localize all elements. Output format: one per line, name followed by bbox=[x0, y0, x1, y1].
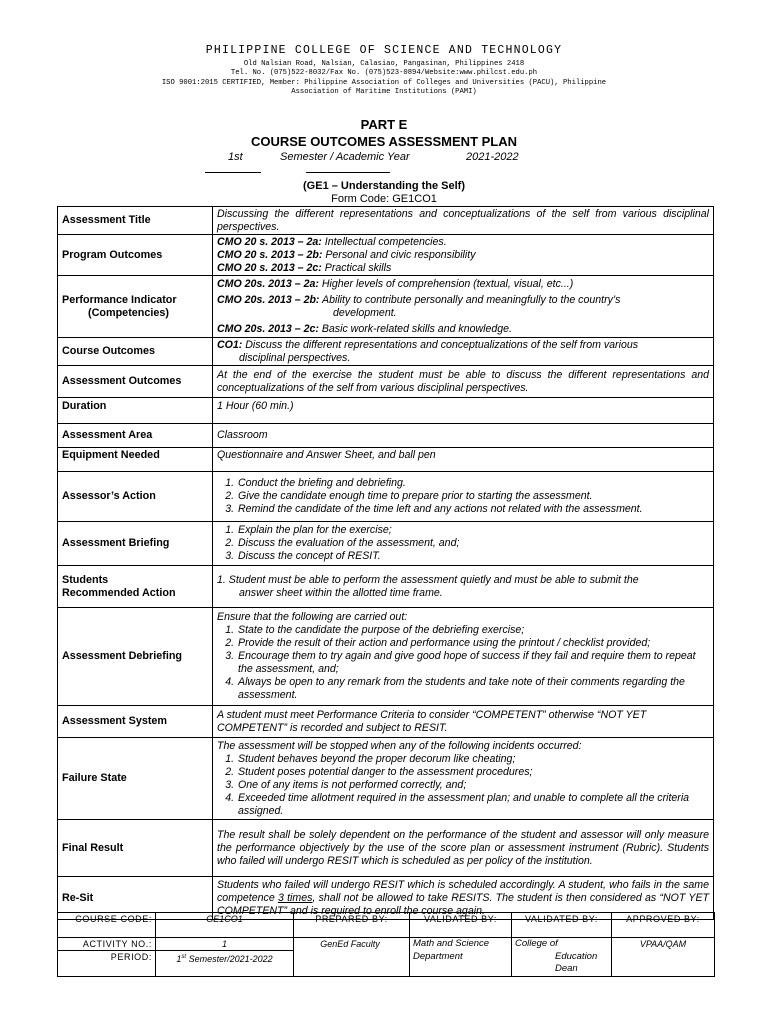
letterhead bbox=[0, 44, 768, 98]
label-duration: Duration bbox=[58, 398, 213, 424]
list-item: 3. Encourage them to try again and give good hope of success if they fail and require them to repeat the assessment, and; bbox=[237, 650, 709, 676]
list-item: 2. Provide the result of their action and performance using the printout / checklist provided; bbox=[237, 637, 709, 650]
value-assessment-title: Discussing the different representations and conceptualizations of the self from various disciplinal perspectives. bbox=[213, 207, 714, 235]
academic-year: 2021-2022 bbox=[466, 151, 519, 163]
value-duration: 1 Hour (60 min.) bbox=[213, 398, 714, 424]
list-item: 3. Remind the candidate of the time left and any actions not related with the assessment. bbox=[237, 503, 709, 516]
row-program-outcomes bbox=[58, 235, 714, 276]
prepared-by: GenEd Faculty bbox=[294, 938, 410, 977]
list-item: 4. Exceeded time allotment required in the assessment plan; and unable to complete all the criteria assigned. bbox=[237, 792, 709, 818]
label-final-result: Final Result bbox=[58, 820, 213, 877]
label-students-action: Students Recommended Action bbox=[58, 566, 213, 608]
validated-by-label-1: VALIDATED BY: bbox=[410, 913, 512, 938]
iso-line-1: ISO 9001:2015 CERTIFIED, Member: Philippine Association of Colleges and Universities (PACU), Philippine bbox=[161, 78, 607, 87]
validated-by-1: Math and Science Department bbox=[410, 938, 512, 977]
approval-footer bbox=[57, 912, 715, 977]
value-final-result: The result shall be solely dependent on the performance of the student and assessor will only measure the performance objectively by the use of the score plan or assessment instrument (Rubric). Students who failed will undergo RESIT which is scheduled as per policy of the institution. bbox=[213, 820, 714, 877]
list-item: 3. One of any items is not performed correctly, and; bbox=[237, 779, 709, 792]
institution-contact: Tel. No. (075)522-8032/Fax No. (075)523-0894/Website:www.philcst.edu.ph bbox=[230, 69, 538, 78]
label-assessment-area: Assessment Area bbox=[58, 424, 213, 448]
row-assessment-area bbox=[58, 424, 714, 448]
course-code: GE1CO1 bbox=[156, 913, 294, 938]
value-equipment: Questionnaire and Answer Sheet, and ball pen bbox=[213, 448, 714, 472]
semester-underline bbox=[205, 172, 261, 173]
row-assessor-action bbox=[58, 472, 714, 522]
value-assessment-briefing bbox=[213, 522, 714, 566]
value-performance-indicator: CMO 20s. 2013 – 2a: Higher levels of comprehension (textual, visual, etc...) CMO 20s. 2013 – 2b: Ability to contribute personally and meaningfully to the country’s development. CMO 20s. 2013 – 2c: Basic work-related skills and knowledge. bbox=[213, 276, 714, 338]
label-resit: Re-Sit bbox=[58, 877, 213, 920]
row-assessment-title bbox=[58, 207, 714, 235]
row-equipment bbox=[58, 448, 714, 472]
activity-no: 1 bbox=[156, 938, 294, 951]
document-titles bbox=[0, 117, 768, 149]
row-duration bbox=[58, 398, 714, 424]
institution-address: Old Nalsian Road, Nalsian, Calasiao, Pangasinan, Philippines 2418 bbox=[243, 60, 525, 68]
label-equipment: Equipment Needed bbox=[58, 448, 213, 472]
value-resit: Students who failed will undergo RESIT which is scheduled accordingly. A student, who fails in the same competence 3 times, shall not be allowed to take RESITS. The student is then considered as “NOT YET COMPETENT” and is required to enroll the course again. bbox=[213, 877, 714, 920]
row-assessment-outcomes bbox=[58, 366, 714, 398]
period: 1st Semester/2021-2022 bbox=[156, 951, 294, 976]
label-assessment-system: Assessment System bbox=[58, 706, 213, 738]
semester: 1st bbox=[228, 151, 243, 163]
iso-line-2: Association of Maritime Institutions (PAMI) bbox=[291, 88, 477, 97]
row-performance-indicator bbox=[58, 276, 714, 338]
label-course-outcomes: Course Outcomes bbox=[58, 338, 213, 366]
part-title: PART E bbox=[360, 117, 408, 132]
value-assessment-outcomes: At the end of the exercise the student must be able to discuss the different representations and conceptualizations of the self from various disciplinal perspectives. bbox=[213, 366, 714, 398]
institution-name: PHILIPPINE COLLEGE OF SCIENCE AND TECHNOLOGY bbox=[205, 44, 563, 57]
row-assessment-debriefing bbox=[58, 608, 714, 706]
list-item: 1. Student behaves beyond the proper decorum like cheating; bbox=[237, 753, 709, 766]
value-assessment-system: A student must meet Performance Criteria to consider “COMPETENT” otherwise “NOT YET COMPETENT” is recorded and subject to RESIT. bbox=[213, 706, 714, 738]
assessment-plan-table bbox=[57, 206, 714, 920]
semester-label: Semester / Academic Year bbox=[280, 151, 410, 163]
label-failure-state: Failure State bbox=[58, 738, 213, 820]
value-students-action: 1. Student must be able to perform the assessment quietly and must be able to submit the answer sheet within the allotted time frame. bbox=[213, 566, 714, 608]
row-students-action bbox=[58, 566, 714, 608]
period-label: PERIOD: bbox=[58, 951, 156, 976]
approved-by: VPAA/QAM bbox=[612, 938, 715, 977]
label-assessor-action: Assessor’s Action bbox=[58, 472, 213, 522]
document-caption: COURSE OUTCOMES ASSESSMENT PLAN bbox=[250, 134, 518, 149]
row-assessment-system bbox=[58, 706, 714, 738]
validated-by-label-2: VALIDATED BY: bbox=[512, 913, 612, 938]
value-course-outcomes: CO1: Discuss the different representations and conceptualizations of the self from various disciplinal perspectives. bbox=[213, 338, 714, 366]
list-item: 1. State to the candidate the purpose of the debriefing exercise; bbox=[237, 624, 709, 637]
validated-by-2: College of Education Dean bbox=[512, 938, 612, 977]
list-item: 1. Conduct the briefing and debriefing. bbox=[237, 477, 709, 490]
course-title: (GE1 – Understanding the Self) bbox=[303, 180, 465, 192]
year-underline bbox=[306, 172, 390, 173]
row-course-outcomes bbox=[58, 338, 714, 366]
label-assessment-debriefing: Assessment Debriefing bbox=[58, 608, 213, 706]
list-item: 1. Explain the plan for the exercise; bbox=[237, 524, 709, 537]
value-program-outcomes: CMO 20 s. 2013 – 2a: Intellectual competencies. CMO 20 s. 2013 – 2b: Personal and civic responsibility CMO 20 s. 2013 – 2c: Practical skills bbox=[213, 235, 714, 276]
list-item: 4. Always be open to any remark from the students and take note of their comments regarding the assessment. bbox=[237, 676, 709, 702]
form-code: Form Code: GE1CO1 bbox=[331, 193, 437, 205]
value-assessment-debriefing: Ensure that the following are carried out: 1. State to the candidate the purpose of the debriefing exercise; 2. Provide the result of their action and performance using the printout / checklist provided; 3. Encourage them to try again and give good hope of success if they fail and require them to repeat the assessment, and; 4. Always be open to any remark from the students and take note of their comments regarding the assessment. bbox=[213, 608, 714, 706]
approved-by-label: APPROVED BY: bbox=[612, 913, 715, 938]
row-failure-state bbox=[58, 738, 714, 820]
row-final-result bbox=[58, 820, 714, 877]
label-assessment-briefing: Assessment Briefing bbox=[58, 522, 213, 566]
value-failure-state: The assessment will be stopped when any of the following incidents occurred: 1. Student behaves beyond the proper decorum like cheating; 2. Student poses potential danger to the assessment procedures; 3. One of any items is not performed correctly, and; 4. Exceeded time allotment required in the assessment plan; and unable to complete all the criteria assigned. bbox=[213, 738, 714, 820]
value-assessor-action bbox=[213, 472, 714, 522]
row-assessment-briefing bbox=[58, 522, 714, 566]
label-program-outcomes: Program Outcomes bbox=[58, 235, 213, 276]
activity-no-label: ACTIVITY NO.: bbox=[58, 938, 156, 951]
list-item: 2. Discuss the evaluation of the assessment, and; bbox=[237, 537, 709, 550]
label-assessment-title: Assessment Title bbox=[58, 207, 213, 235]
list-item: 2. Give the candidate enough time to prepare prior to starting the assessment. bbox=[237, 490, 709, 503]
label-performance-indicator: Performance Indicator (Competencies) bbox=[58, 276, 213, 338]
list-item: 3. Discuss the concept of RESIT. bbox=[237, 550, 709, 563]
list-item: 2. Student poses potential danger to the assessment procedures; bbox=[237, 766, 709, 779]
label-assessment-outcomes: Assessment Outcomes bbox=[58, 366, 213, 398]
value-assessment-area: Classroom bbox=[213, 424, 714, 448]
course-code-label: COURSE CODE: bbox=[58, 913, 156, 938]
prepared-by-label: PREPARED BY: bbox=[294, 913, 410, 938]
